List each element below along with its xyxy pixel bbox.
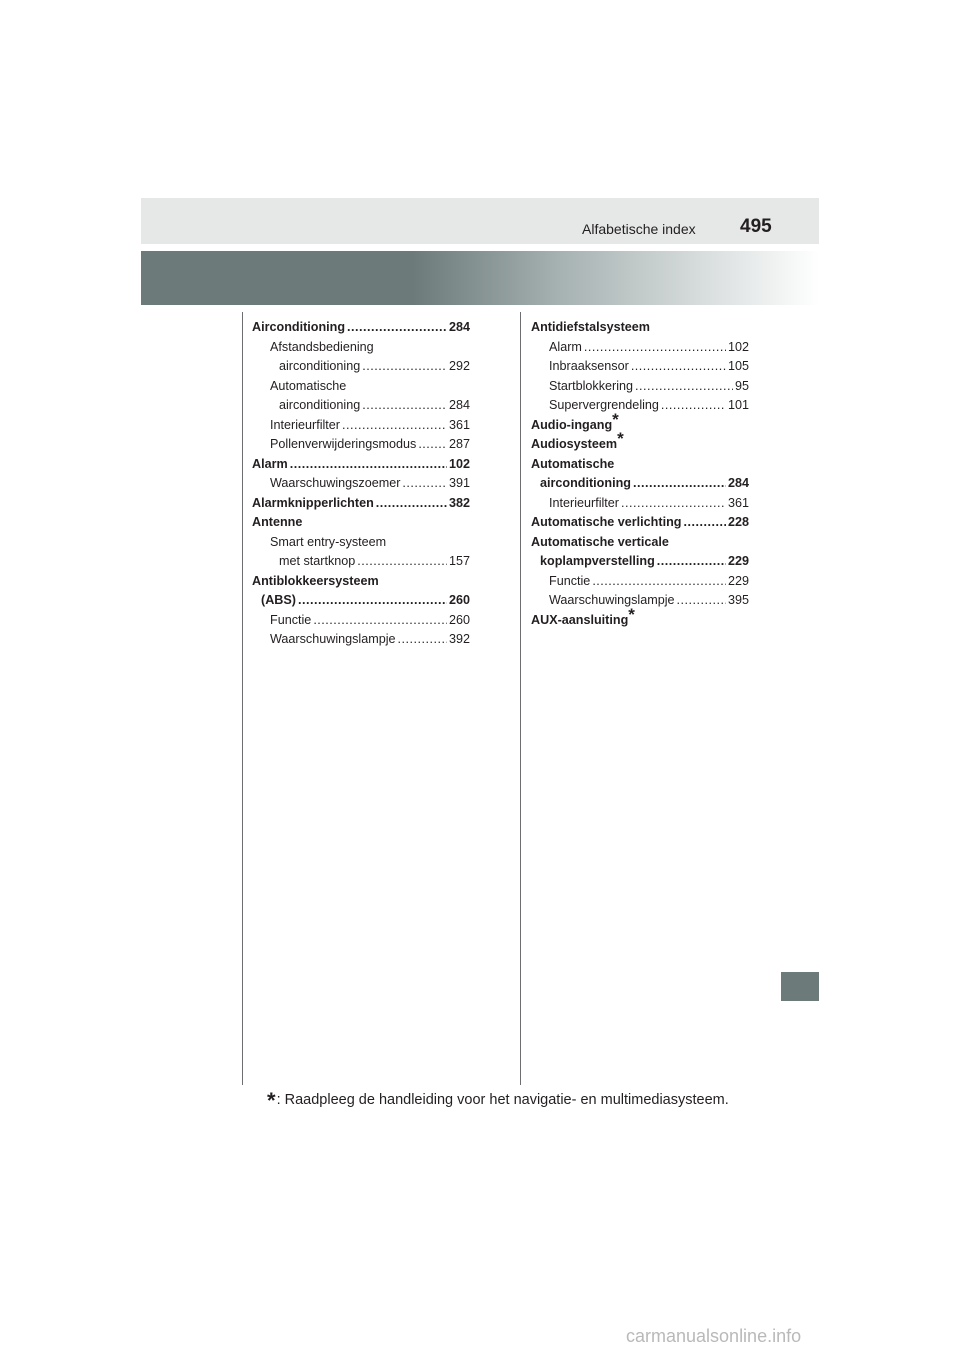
- index-entry: [252, 611, 470, 631]
- index-entry: [531, 409, 749, 436]
- entry-label: Antenne: [252, 515, 303, 529]
- entry-label: Startblokkering: [549, 378, 633, 393]
- index-entry: [531, 318, 749, 338]
- footnote-marker: *: [267, 1088, 276, 1113]
- entry-page: 292: [448, 359, 470, 373]
- entry-label: Afstandsbediening: [270, 339, 374, 354]
- asterisk-marker: *: [612, 409, 619, 429]
- entry-label: Automatische: [531, 456, 615, 471]
- entry-page: 229: [727, 554, 749, 568]
- entry-label: Supervergrendeling: [549, 398, 659, 412]
- entry-label: Airconditioning: [252, 320, 346, 334]
- header-band: [141, 198, 819, 244]
- index-entry: [531, 552, 749, 572]
- column-rule-middle: [520, 312, 521, 1085]
- entry-page: 102: [727, 339, 749, 354]
- index-entry: [252, 338, 470, 358]
- index-entry: [531, 474, 749, 494]
- index-entry: [252, 435, 470, 455]
- entry-label: Smart entry-systeem: [270, 534, 387, 549]
- index-entry: [531, 338, 749, 358]
- entry-page: 287: [448, 437, 470, 451]
- entry-label: Waarschuwingslampje: [549, 593, 675, 607]
- entry-page: 284: [448, 398, 470, 412]
- entry-page: 157: [448, 554, 470, 568]
- entry-page: 95: [734, 378, 749, 393]
- entry-page: 391: [448, 476, 470, 490]
- entry-label: airconditioning: [279, 359, 361, 373]
- index-entry: [531, 377, 749, 397]
- entry-page: 392: [448, 632, 470, 646]
- index-entry: [252, 357, 470, 377]
- entry-label: Functie: [270, 612, 312, 627]
- entry-label: airconditioning: [540, 476, 631, 490]
- index-entry: [252, 591, 470, 611]
- index-entry: [531, 494, 749, 514]
- asterisk-marker: *: [617, 429, 624, 448]
- entry-page: 284: [448, 320, 470, 334]
- entry-label: Waarschuwingszoemer: [270, 476, 401, 490]
- index-entry: [531, 604, 749, 631]
- entry-label: (ABS): [261, 593, 296, 607]
- entry-page: 260: [448, 593, 470, 607]
- entry-label: Automatische verticale: [531, 534, 669, 549]
- page-number: 495: [740, 216, 772, 237]
- index-entry: [252, 455, 470, 475]
- footnote: [267, 1088, 729, 1114]
- entry-page: 229: [727, 573, 749, 588]
- entry-label: Pollenverwijderingsmodus: [270, 437, 417, 451]
- entry-page: 395: [727, 593, 749, 607]
- entry-page: 284: [727, 476, 749, 490]
- index-entry: [531, 572, 749, 592]
- entry-page: 361: [448, 417, 470, 432]
- index-entry: [252, 416, 470, 436]
- index-entry: [252, 572, 470, 592]
- footnote-text: : Raadpleeg de handleiding voor het navigatie- en multimediasysteem.: [276, 1092, 729, 1108]
- index-entry: [531, 513, 749, 533]
- index-entry: [252, 318, 470, 338]
- thumb-index-tab: [781, 972, 819, 1001]
- entry-label: Automatische verlichting: [531, 515, 682, 529]
- entry-label: Antiblokkeersysteem: [252, 573, 379, 588]
- index-entry: [252, 494, 470, 514]
- index-entry: [252, 630, 470, 650]
- entry-label: AUX-aansluiting: [531, 612, 629, 627]
- entry-page: 260: [448, 612, 470, 627]
- entry-page: 382: [448, 495, 470, 510]
- index-entry: [252, 396, 470, 416]
- asterisk-marker: *: [628, 604, 635, 624]
- entry-label: Audio-ingang: [531, 417, 613, 432]
- entry-label: airconditioning: [279, 398, 361, 412]
- entry-label: Interieurfilter: [270, 417, 340, 432]
- index-entry: [252, 552, 470, 572]
- index-column-left: [252, 318, 470, 650]
- watermark-text: carmanualsonline.info: [626, 1326, 802, 1346]
- entry-label: Automatische: [270, 378, 347, 393]
- entry-label: Alarm: [549, 339, 582, 354]
- index-entry: [252, 533, 470, 553]
- entry-page: 101: [727, 398, 749, 412]
- index-entry: [531, 455, 749, 475]
- index-entry: [252, 513, 470, 533]
- entry-page: 102: [448, 456, 470, 471]
- entry-label: Alarmknipperlichten: [252, 495, 374, 510]
- header-gradient-bar: [141, 251, 819, 305]
- section-title: Alfabetische index: [582, 221, 696, 237]
- entry-page: 105: [727, 359, 749, 373]
- entry-label: koplampverstelling: [540, 554, 655, 568]
- entry-label: Interieurfilter: [549, 495, 619, 510]
- entry-label: Inbraaksensor: [549, 359, 629, 373]
- entry-page: 228: [727, 515, 749, 529]
- entry-label: met startknop: [279, 554, 356, 568]
- index-entry: [531, 591, 749, 611]
- entry-page: 361: [727, 495, 749, 510]
- entry-label: Antidiefstalsysteem: [531, 320, 650, 334]
- index-entry: [531, 429, 749, 455]
- index-entry: [531, 396, 749, 416]
- entry-label: Alarm: [252, 456, 288, 471]
- index-column-right: [531, 318, 749, 630]
- entry-label: Functie: [549, 573, 591, 588]
- index-entry: [531, 357, 749, 377]
- column-rule-left: [242, 312, 243, 1085]
- entry-label: Audiosysteem: [531, 437, 618, 451]
- index-entry: [531, 533, 749, 553]
- index-entry: [252, 474, 470, 494]
- index-entry: [252, 377, 470, 397]
- entry-label: Waarschuwingslampje: [270, 632, 396, 646]
